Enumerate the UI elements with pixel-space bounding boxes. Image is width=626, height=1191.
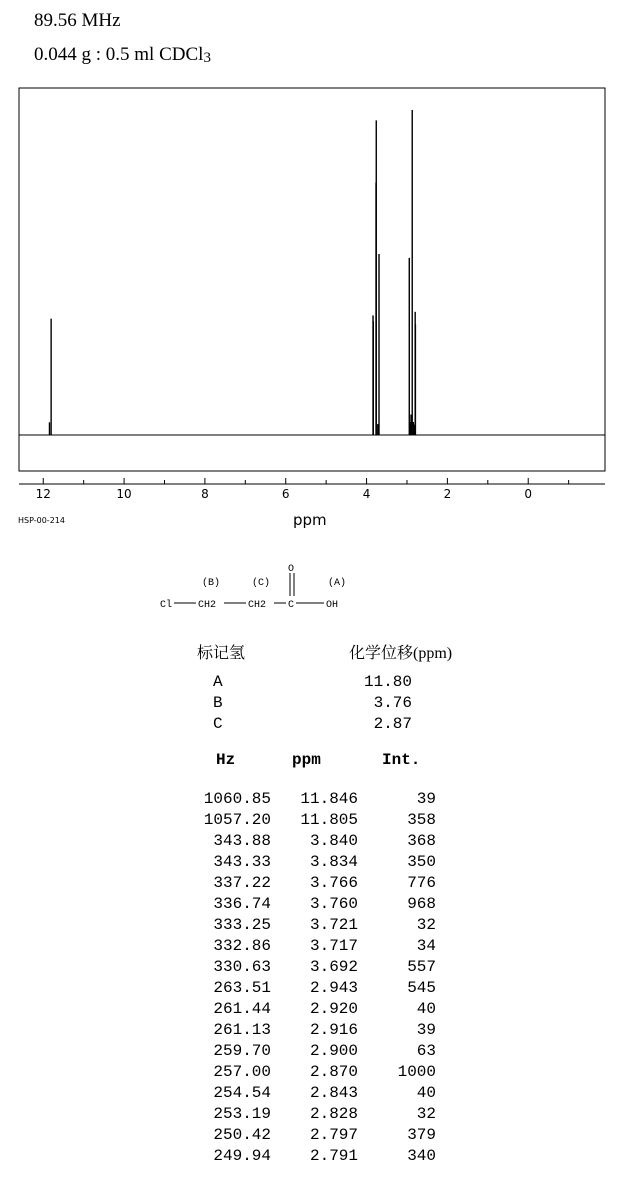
peak-int: 39 (416, 790, 436, 808)
peak-int: 557 (407, 958, 436, 976)
peak-ppm: 11.846 (300, 790, 358, 808)
peak-ppm: 2.900 (309, 1042, 358, 1060)
sample-subscript: 3 (203, 50, 211, 66)
atom-o: O (288, 564, 295, 575)
peak-int: 350 (407, 853, 436, 871)
peak-int: 32 (416, 1105, 436, 1123)
peak-ppm: 2.791 (309, 1147, 358, 1165)
chemical-structure (150, 558, 370, 618)
assignment-header-label: 标记氢 (197, 645, 246, 662)
peak-int: 32 (416, 916, 436, 934)
peak-int: 379 (407, 1126, 436, 1144)
x-tick-label: 2 (443, 487, 452, 501)
peak-ppm: 3.692 (309, 958, 358, 976)
label-b: (B) (202, 578, 221, 589)
peak-lines (49, 110, 415, 435)
peak-hz: 263.51 (213, 979, 271, 997)
x-tick-label: 10 (116, 487, 132, 501)
peak-int: 358 (407, 811, 436, 829)
peak-header-hz: Hz (216, 751, 236, 769)
peak-int: 1000 (397, 1063, 436, 1081)
atom-cl: Cl (160, 600, 173, 611)
peak-int: 39 (416, 1021, 436, 1039)
nmr-spectrum-chart (0, 0, 626, 540)
peak-hz: 336.74 (213, 895, 271, 913)
assignment-label: A (213, 673, 223, 691)
atom-ch2-b: CH2 (198, 600, 217, 611)
x-tick-label: 6 (281, 487, 290, 501)
label-c: (C) (252, 578, 271, 589)
peak-header-ppm: ppm (292, 751, 321, 769)
x-tick-label: 8 (201, 487, 209, 501)
peak-hz: 261.13 (213, 1021, 271, 1039)
assignment-label: B (213, 694, 223, 712)
peak-int: 63 (416, 1042, 436, 1060)
label-a: (A) (328, 578, 347, 589)
peak-ppm: 3.717 (309, 937, 358, 955)
assignment-shift: 2.87 (373, 715, 412, 733)
peak-int: 545 (407, 979, 436, 997)
peak-ppm: 3.840 (309, 832, 358, 850)
peak-ppm: 2.943 (309, 979, 358, 997)
peak-int: 40 (416, 1084, 436, 1102)
spectrum-code: HSP-00-214 (18, 516, 65, 525)
peak-hz: 1057.20 (203, 811, 271, 829)
peak-ppm: 2.797 (309, 1126, 358, 1144)
peak-hz: 1060.85 (203, 790, 271, 808)
bonds (174, 573, 324, 603)
atom-c: C (288, 600, 295, 611)
sample-text: 0.044 g : 0.5 ml CDCl (34, 44, 204, 65)
assignment-header-shift: 化学位移(ppm) (349, 645, 453, 662)
peak-int: 968 (407, 895, 436, 913)
spectrometer-frequency: 89.56 MHz (34, 10, 121, 31)
x-tick-label: 4 (362, 487, 371, 501)
peak-hz: 257.00 (213, 1063, 271, 1081)
peak-ppm: 3.766 (309, 874, 358, 892)
x-axis (19, 478, 605, 501)
peak-hz: 249.94 (213, 1147, 271, 1165)
peak-ppm: 3.834 (309, 853, 358, 871)
peak-hz: 250.42 (213, 1126, 271, 1144)
plot-frame (19, 88, 605, 471)
x-tick-label: 0 (524, 487, 533, 501)
peak-ppm: 11.805 (300, 811, 358, 829)
peak-hz: 333.25 (213, 916, 271, 934)
peak-ppm: 3.721 (309, 916, 358, 934)
peak-ppm: 2.843 (309, 1084, 358, 1102)
peak-hz: 332.86 (213, 937, 271, 955)
peak-int: 34 (416, 937, 436, 955)
atom-oh: OH (326, 600, 339, 611)
x-axis-label: ppm (293, 511, 327, 529)
peak-ppm: 2.916 (309, 1021, 358, 1039)
assignment-label: C (213, 715, 223, 733)
peak-int: 776 (407, 874, 436, 892)
peak-hz: 343.88 (213, 832, 271, 850)
peak-header-int: Int. (382, 751, 421, 769)
peak-ppm: 2.920 (309, 1000, 358, 1018)
peak-ppm: 3.760 (309, 895, 358, 913)
peak-hz: 261.44 (213, 1000, 271, 1018)
x-tick-label: 12 (35, 487, 51, 501)
peak-hz: 253.19 (213, 1105, 271, 1123)
assignment-shift: 11.80 (363, 673, 412, 691)
peak-hz: 259.70 (213, 1042, 271, 1060)
peak-hz: 254.54 (213, 1084, 271, 1102)
assignment-shift: 3.76 (373, 694, 412, 712)
peak-int: 340 (407, 1147, 436, 1165)
peak-int: 40 (416, 1000, 436, 1018)
peak-hz: 330.63 (213, 958, 271, 976)
peak-hz: 337.22 (213, 874, 271, 892)
atom-ch2-c: CH2 (248, 600, 267, 611)
peak-int: 368 (407, 832, 436, 850)
peak-hz: 343.33 (213, 853, 271, 871)
peak-ppm: 2.870 (309, 1063, 358, 1081)
peak-ppm: 2.828 (309, 1105, 358, 1123)
